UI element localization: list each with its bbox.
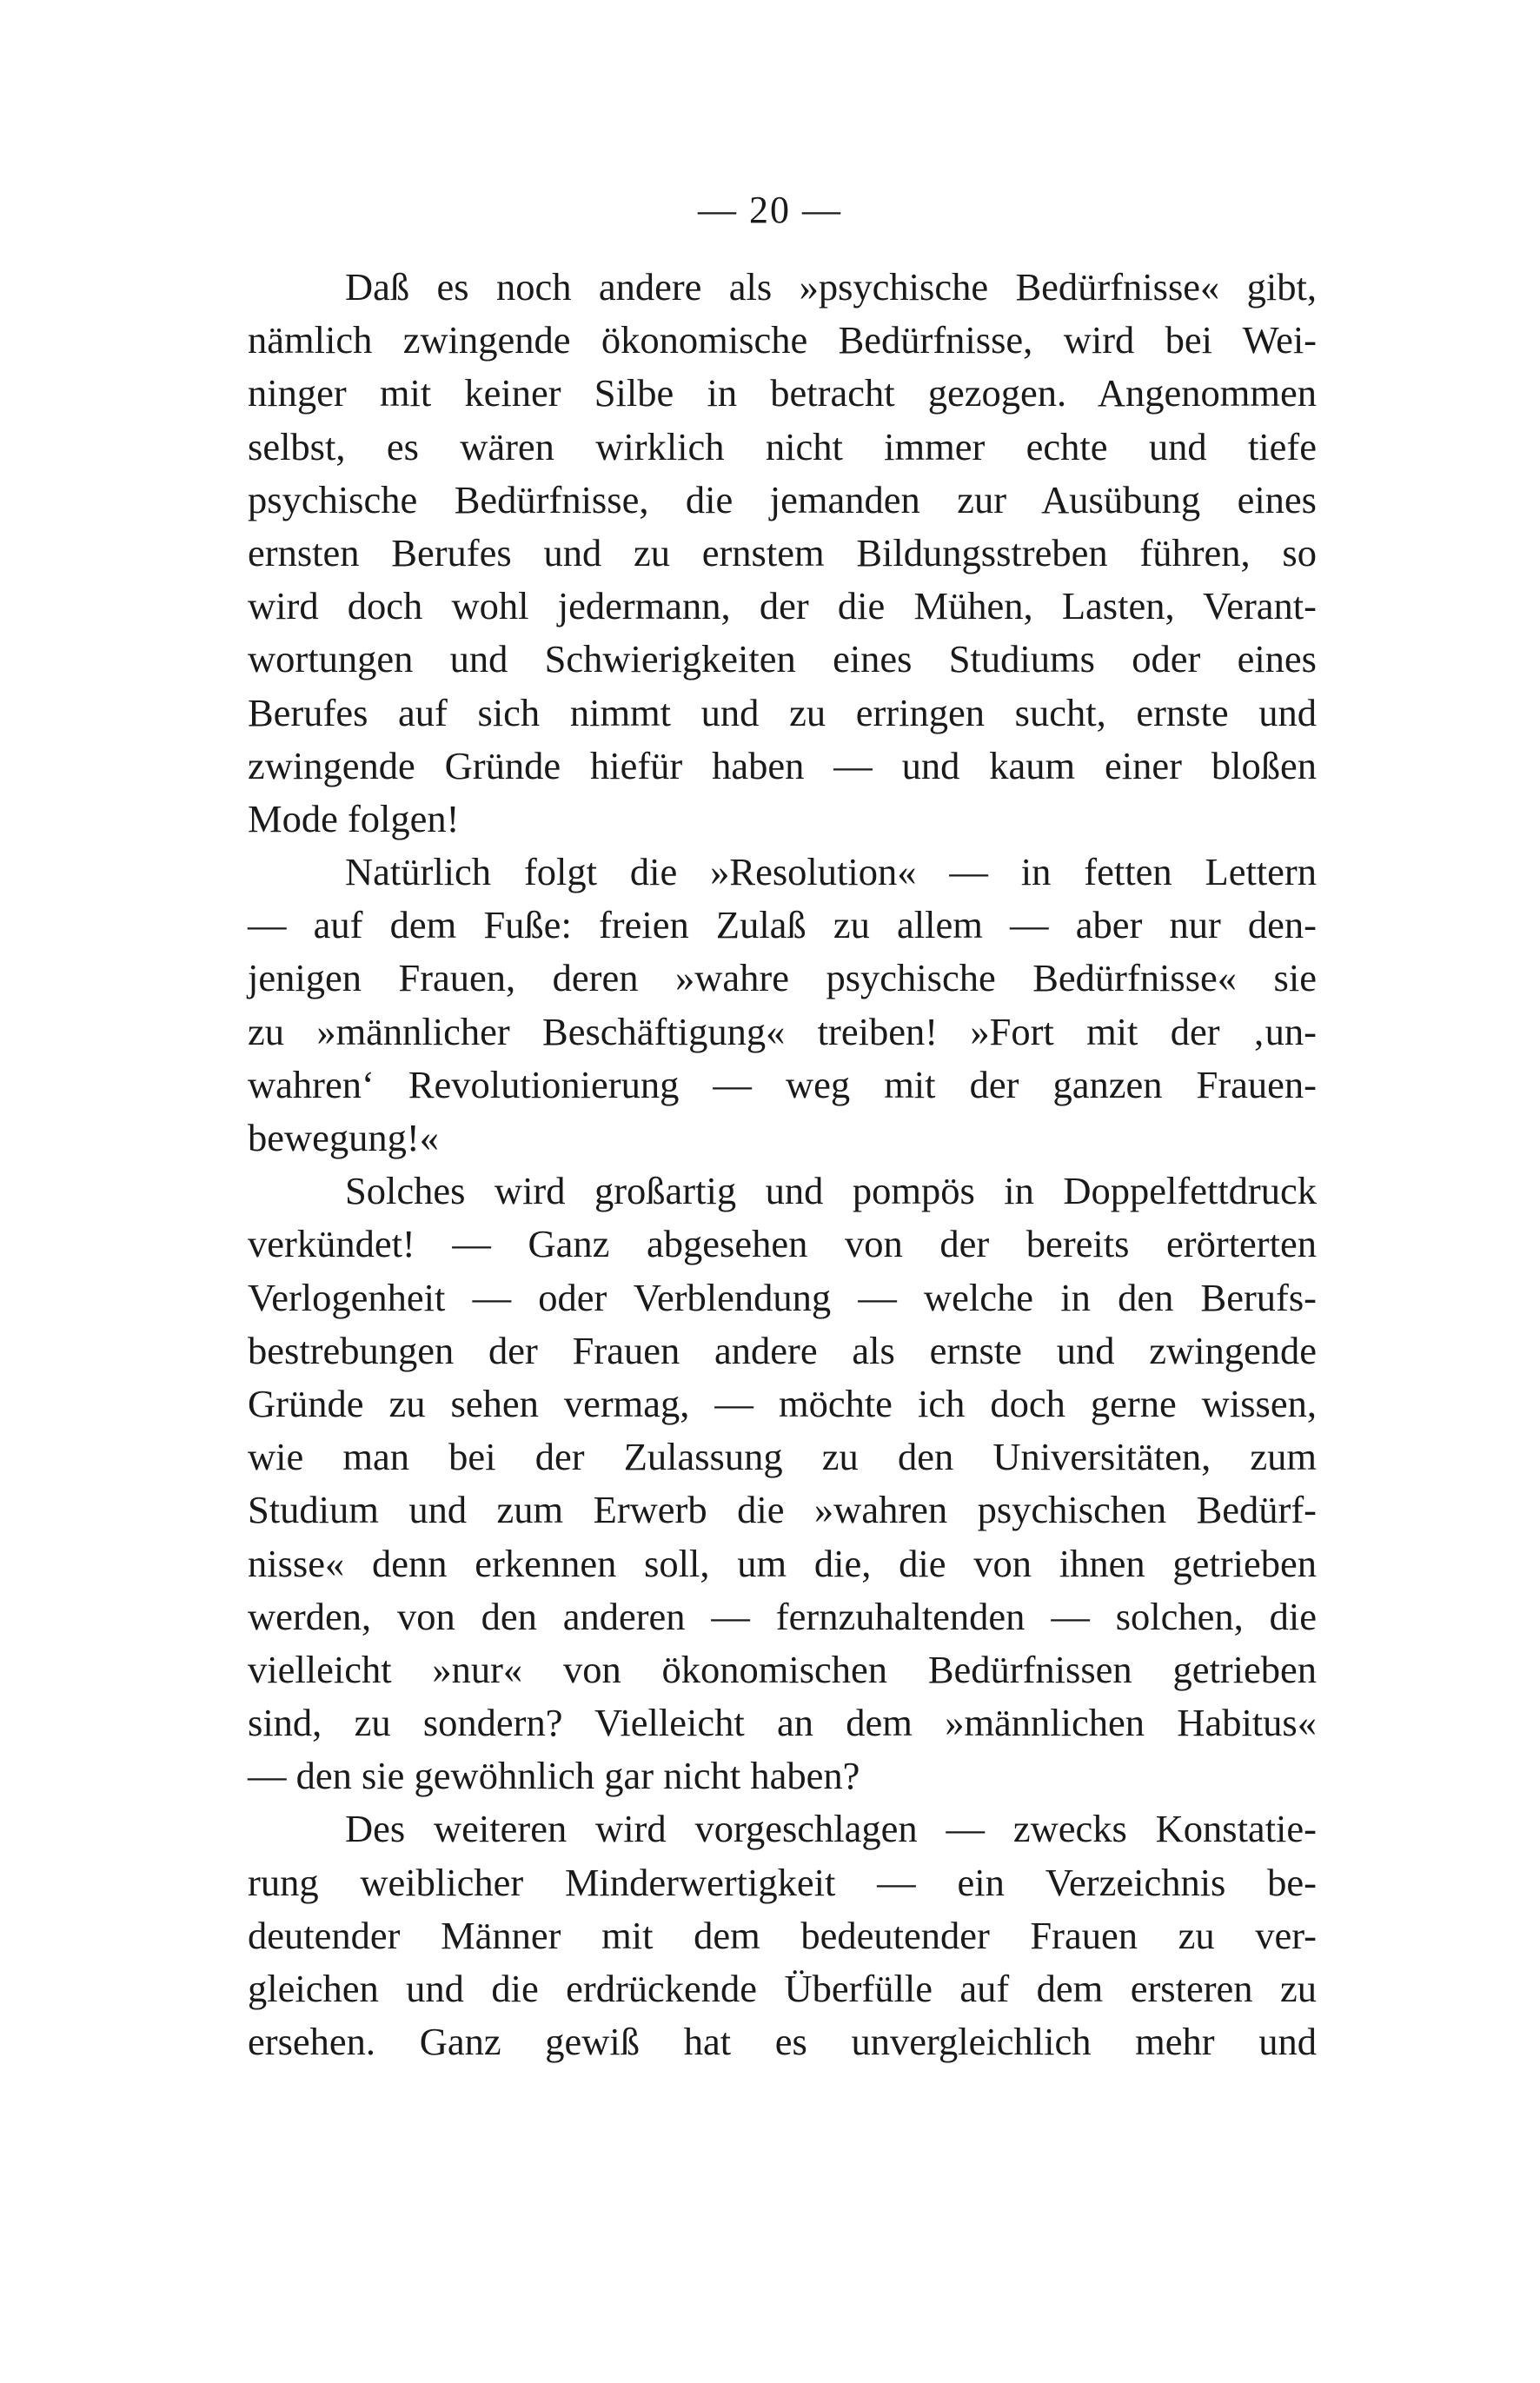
text-line: zwingende Gründe hiefür haben — und kaum einer bloßen xyxy=(248,743,1317,787)
text-line: jenigen Frauen, deren »wahre psychische Bedürfnisse« sie xyxy=(248,956,1317,1000)
text-line: Berufes auf sich nimmt und zu erringen sucht, ernste und xyxy=(248,690,1317,734)
text-line: ernsten Berufes und zu ernstem Bildungsstreben führen, so xyxy=(248,530,1317,574)
text-line: nämlich zwingende ökonomische Bedürfnisse, wird bei Wei- xyxy=(248,318,1317,362)
text-line: wortungen und Schwierigkeiten eines Studiums oder eines xyxy=(248,637,1317,681)
text-line: Studium und zum Erwerb die »wahren psychischen Bedürf- xyxy=(248,1488,1317,1532)
text-line: nisse« denn erkennen soll, um die, die von ihnen getrieben xyxy=(248,1541,1317,1585)
text-line: rung weiblicher Minderwertigkeit — ein Verzeichnis be- xyxy=(248,1860,1317,1904)
text-line: ersehen. Ganz gewiß hat es unvergleichlich mehr und xyxy=(248,2020,1317,2064)
text-line: werden, von den anderen — fernzuhaltenden — solchen, die xyxy=(248,1594,1317,1638)
text-line: deutender Männer mit dem bedeutender Frauen zu ver- xyxy=(248,1913,1317,1957)
text-line: sind, zu sondern? Vielleicht an dem »männlichen Habitus« xyxy=(248,1701,1317,1745)
text-line: wie man bei der Zulassung zu den Universitäten, zum xyxy=(248,1435,1317,1479)
text-line: wird doch wohl jedermann, der die Mühen, Lasten, Verant- xyxy=(248,584,1317,628)
text-line: wahren‘ Revolutionierung — weg mit der ganzen Frauen- xyxy=(248,1062,1317,1106)
page-number: — 20 — xyxy=(698,189,842,231)
text-line: Solches wird großartig und pompös in Doppelfettdruck xyxy=(345,1169,1317,1213)
text-line: bestrebungen der Frauen andere als ernste und zwingende xyxy=(248,1328,1317,1372)
text-line: verkündet! — Ganz abgesehen von der bereits erörterten xyxy=(248,1222,1317,1266)
text-line: psychische Bedürfnisse, die jemanden zur Ausübung eines xyxy=(248,477,1317,521)
text-line: Gründe zu sehen vermag, — möchte ich doch gerne wissen, xyxy=(248,1381,1317,1425)
text-line: Verlogenheit — oder Verblendung — welche in den Berufs- xyxy=(248,1275,1317,1319)
text-line: Mode folgen! xyxy=(248,796,460,840)
text-line: — auf dem Fuße: freien Zulaß zu allem — aber nur den- xyxy=(248,903,1317,947)
body-text xyxy=(248,261,1317,2068)
text-line: Daß es noch andere als »psychische Bedürfnisse« gibt, xyxy=(345,265,1317,309)
text-line: selbst, es wären wirklich nicht immer echte und tiefe xyxy=(248,424,1317,468)
text-line: vielleicht »nur« von ökonomischen Bedürfnissen getrieben xyxy=(248,1647,1317,1691)
text-line: ninger mit keiner Silbe in betracht gezogen. Angenommen xyxy=(248,371,1317,415)
text-line: gleichen und die erdrückende Überfülle auf dem ersteren zu xyxy=(248,1967,1317,2010)
text-line: Des weiteren wird vorgeschlagen — zwecks Konstatie- xyxy=(345,1807,1317,1851)
text-line: Natürlich folgt die »Resolution« — in fetten Lettern xyxy=(345,850,1317,894)
text-line: zu »männlicher Beschäftigung« treiben! »Fort mit der ‚un- xyxy=(248,1009,1317,1053)
text-line: bewegung!« xyxy=(248,1116,439,1159)
text-line: — den sie gewöhnlich gar nicht haben? xyxy=(248,1754,860,1798)
